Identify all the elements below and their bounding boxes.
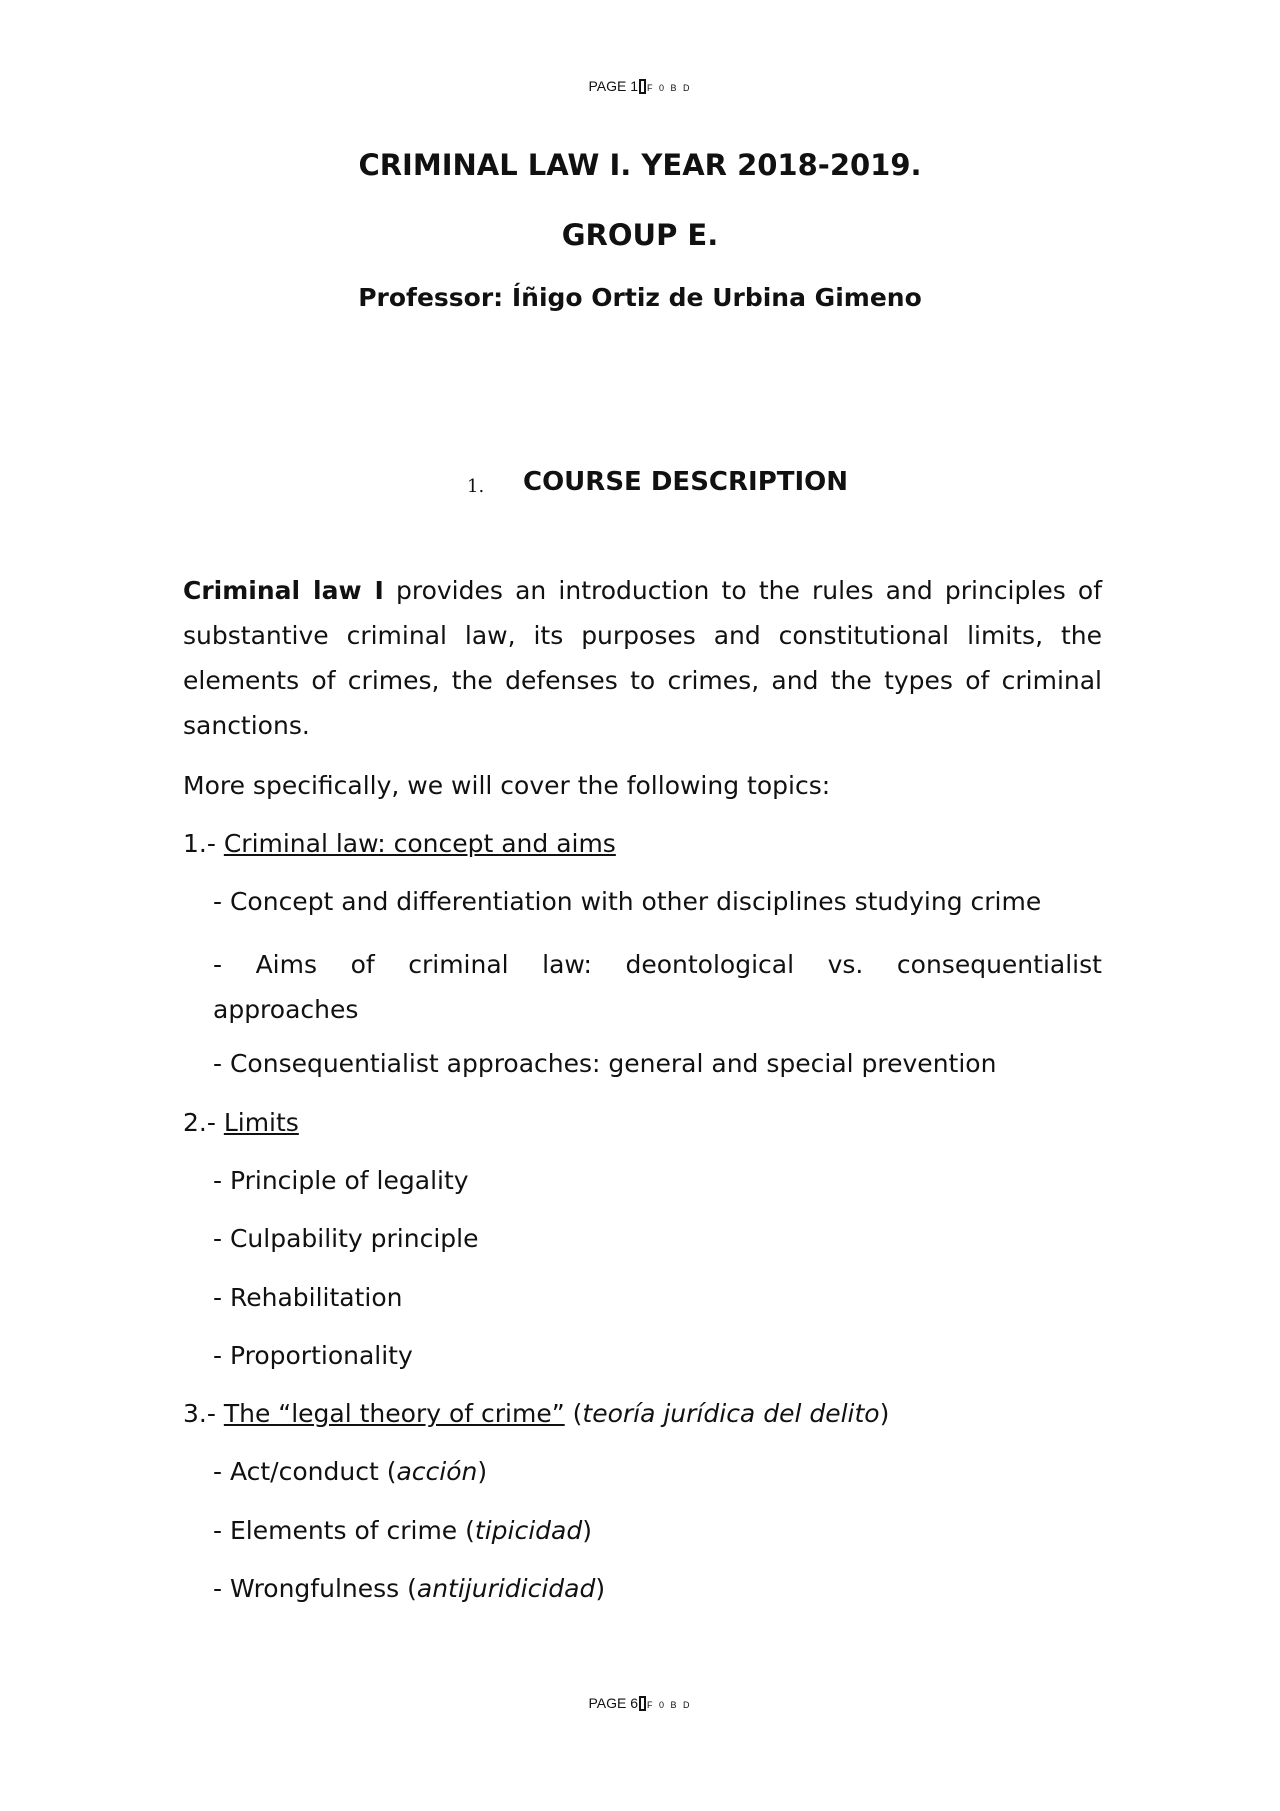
item-text: ) (595, 1574, 606, 1603)
header-page-label: PAGE 1 (588, 78, 639, 94)
group-title: GROUP E. (561, 218, 719, 252)
item-text: - Elements of crime ( (213, 1516, 475, 1545)
topic-1-item: - Concept and differentiation with other disciplines studying crime (213, 887, 1042, 916)
field-marker-icon (639, 79, 646, 94)
item-term: antijuridicidad (416, 1574, 596, 1603)
section-title: COURSE DESCRIPTION (523, 467, 849, 497)
topic-1-title: Criminal law: concept and aims (223, 829, 616, 858)
aims-word: criminal (408, 950, 509, 979)
item-term: tipicidad (474, 1516, 583, 1545)
topic-3-item (213, 1457, 487, 1487)
topic-2-title: Limits (223, 1108, 299, 1137)
footer-code: F 0 B D (647, 1700, 692, 1710)
header-code: F 0 B D (647, 83, 692, 93)
topic-3-item (213, 1516, 592, 1546)
topic-3-heading (183, 1399, 889, 1429)
aims-word: Aims (255, 950, 318, 979)
intro-bold: Criminal law I (183, 576, 384, 605)
topic-2-item: - Culpability principle (213, 1224, 479, 1253)
intro-paragraph (183, 568, 1102, 748)
more-specifically: More specifically, we will cover the following topics: (183, 771, 831, 800)
topic-1-item: - Consequentialist approaches: general and special prevention (213, 1049, 997, 1078)
aims-word: deontological (625, 950, 795, 979)
topic-3-open: ( (564, 1399, 583, 1428)
topic-1-heading (183, 829, 616, 859)
aims-word: of (350, 950, 375, 979)
aims-word: consequentialist (896, 950, 1102, 979)
page-header (0, 78, 1280, 94)
topic-2-heading (183, 1108, 299, 1138)
item-term: acción (396, 1457, 478, 1486)
section-number: 1. (467, 476, 485, 497)
topic-1-prefix: 1.- (183, 829, 224, 858)
topic-2-item: - Proportionality (213, 1341, 413, 1370)
topic-2-item: - Principle of legality (213, 1166, 469, 1195)
topic-3-close: ) (879, 1399, 890, 1428)
topic-1-aims-item (213, 942, 1102, 1032)
item-text: - Act/conduct ( (213, 1457, 397, 1486)
topic-3-title: The “legal theory of crime” (223, 1399, 565, 1428)
page-footer (0, 1695, 1280, 1711)
item-text: ) (582, 1516, 592, 1545)
topic-2-item: - Rehabilitation (213, 1283, 403, 1312)
topic-3-spanish: teoría jurídica del delito (582, 1399, 880, 1428)
field-marker-icon (639, 1696, 646, 1711)
footer-page-label: PAGE 6 (588, 1695, 639, 1711)
topic-3-prefix: 3.- (183, 1399, 224, 1428)
aims-end: approaches (213, 995, 359, 1024)
professor-line: Professor: Íñigo Ortiz de Urbina Gimeno (358, 283, 922, 312)
item-text: ) (477, 1457, 488, 1486)
intro-text: provides an introduction to the rules and principles of substantive criminal law, its purposes and constitutional limits, the elements of crimes, the defenses to crimes, and the types of criminal sanctions. (183, 576, 1102, 740)
aims-word: - (213, 950, 223, 979)
topic-3-item (213, 1574, 605, 1604)
section-heading (0, 467, 1280, 507)
topic-2-prefix: 2.- (183, 1108, 224, 1137)
aims-word: vs. (827, 950, 864, 979)
aims-word: law: (542, 950, 592, 979)
item-text: - Wrongfulness ( (213, 1574, 417, 1603)
document-title: CRIMINAL LAW I. YEAR 2018-2019. (358, 148, 922, 182)
